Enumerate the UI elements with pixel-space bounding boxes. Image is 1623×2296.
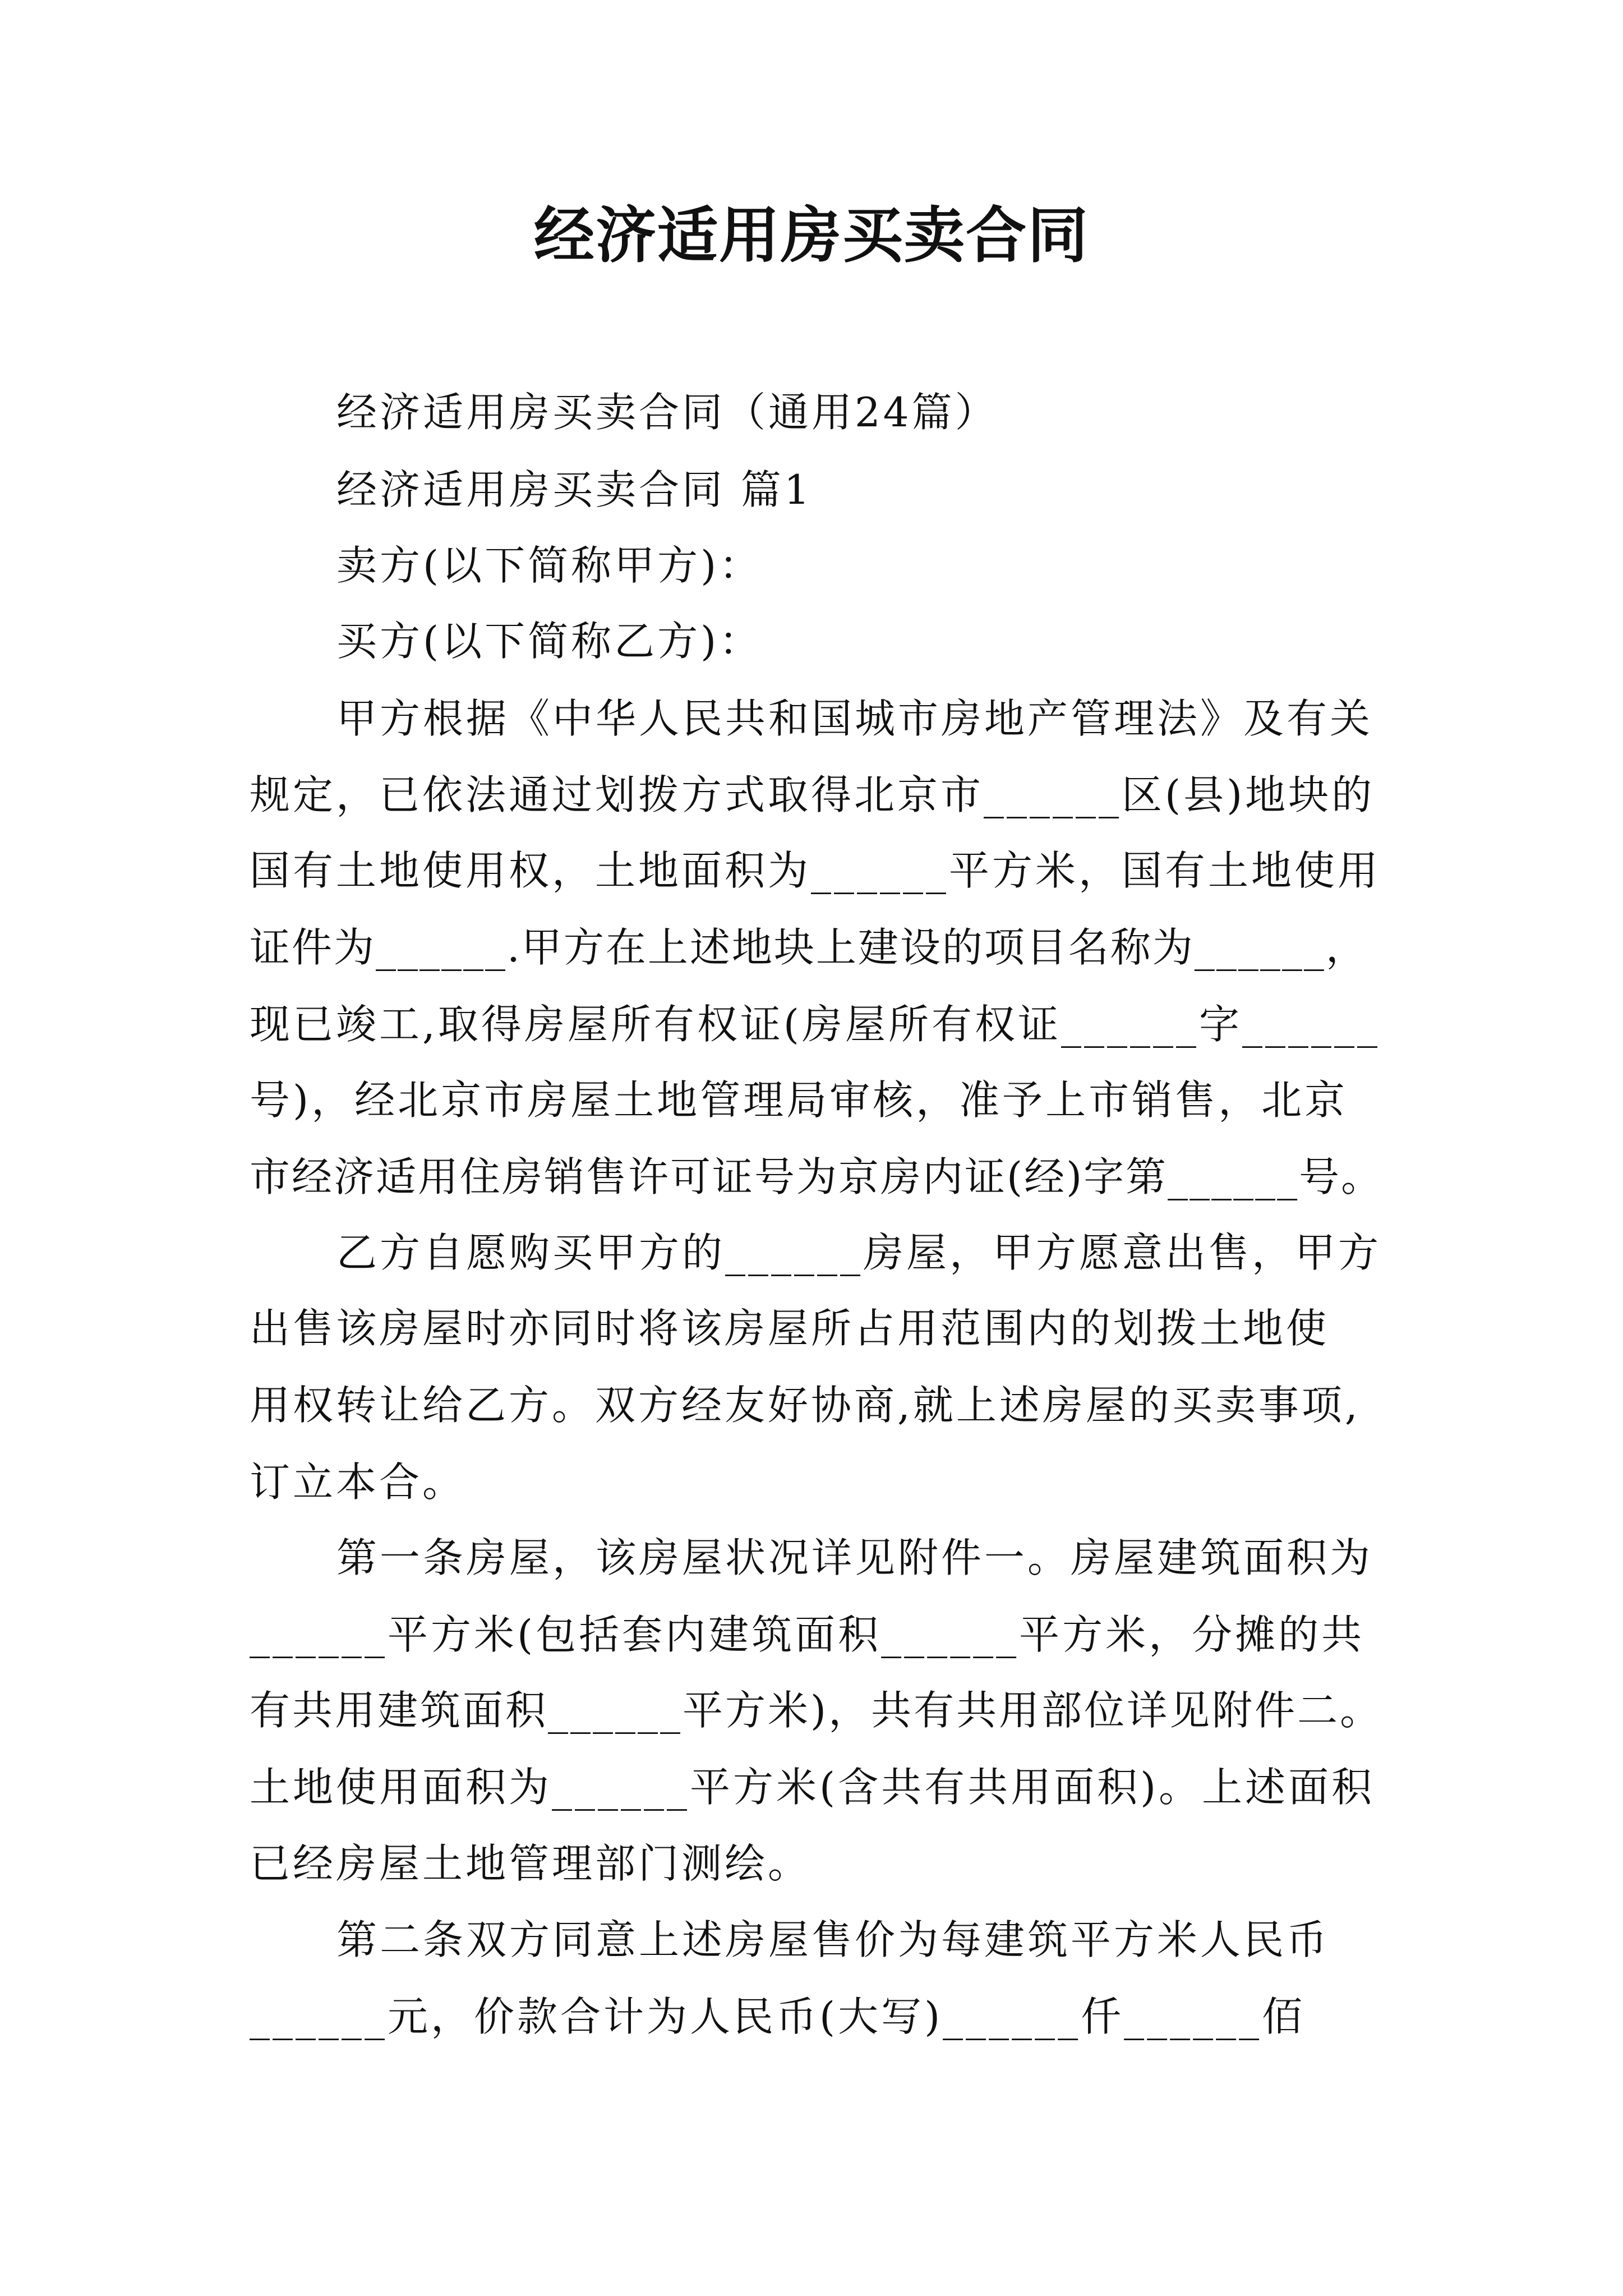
paragraph-line: 市经济适用住房销售许可证号为京房内证(经)字第______号。	[250, 1153, 1384, 1200]
paragraph-line: 第二条双方同意上述房屋售价为每建筑平方米人民币	[336, 1916, 1330, 1963]
paragraph-line: 国有土地使用权，土地面积为______平方米，国有土地使用	[250, 847, 1381, 894]
paragraph-line: 有共用建筑面积______平方米)，共有共用部位详见附件二。	[250, 1687, 1383, 1734]
seller-line: 卖方(以下简称甲方)：	[336, 542, 763, 589]
buyer-line: 买方(以下简称乙方)：	[336, 618, 763, 665]
paragraph-line: 出售该房屋时亦同时将该房屋所占用范围内的划拨土地使	[250, 1305, 1330, 1352]
paragraph-line: 订立本合。	[250, 1458, 466, 1506]
paragraph-line: 已经房屋土地管理部门测绘。	[250, 1840, 811, 1887]
paragraph-line: 现已竣工,取得房屋所有权证(房屋所有权证______字______	[250, 1001, 1380, 1048]
paragraph-line: 土地使用面积为______平方米(含共有共用面积)。上述面积	[250, 1764, 1375, 1811]
paragraph-line: 甲方根据《中华人民共和国城市房地产管理法》及有关	[336, 695, 1373, 742]
section-heading: 经济适用房买卖合同 篇1	[336, 466, 813, 513]
paragraph-line: 第一条房屋，该房屋状况详见附件一。房屋建筑面积为	[336, 1534, 1373, 1581]
paragraph-line: 规定，已依法通过划拨方式取得北京市______区(县)地块的	[250, 771, 1375, 818]
paragraph-line: 用权转让给乙方。双方经友好协商,就上述房屋的买卖事项,	[250, 1382, 1361, 1429]
paragraph-line: 号)，经北京市房屋土地管理局审核，准予上市销售，北京	[250, 1076, 1348, 1124]
paragraph-line: ______元，价款合计为人民币(大写)______仟______佰	[250, 1993, 1306, 2040]
paragraph-line: 乙方自愿购买甲方的______房屋，甲方愿意出售，甲方	[336, 1229, 1382, 1276]
paragraph-line: 证件为______.甲方在上述地块上建设的项目名称为______，	[250, 924, 1368, 971]
paragraph-line: ______平方米(包括套内建筑面积______平方米，分摊的共	[250, 1611, 1365, 1658]
subtitle-line: 经济适用房买卖合同（通用24篇）	[336, 389, 998, 436]
document-title: 经济适用房买卖合同	[533, 200, 1089, 271]
